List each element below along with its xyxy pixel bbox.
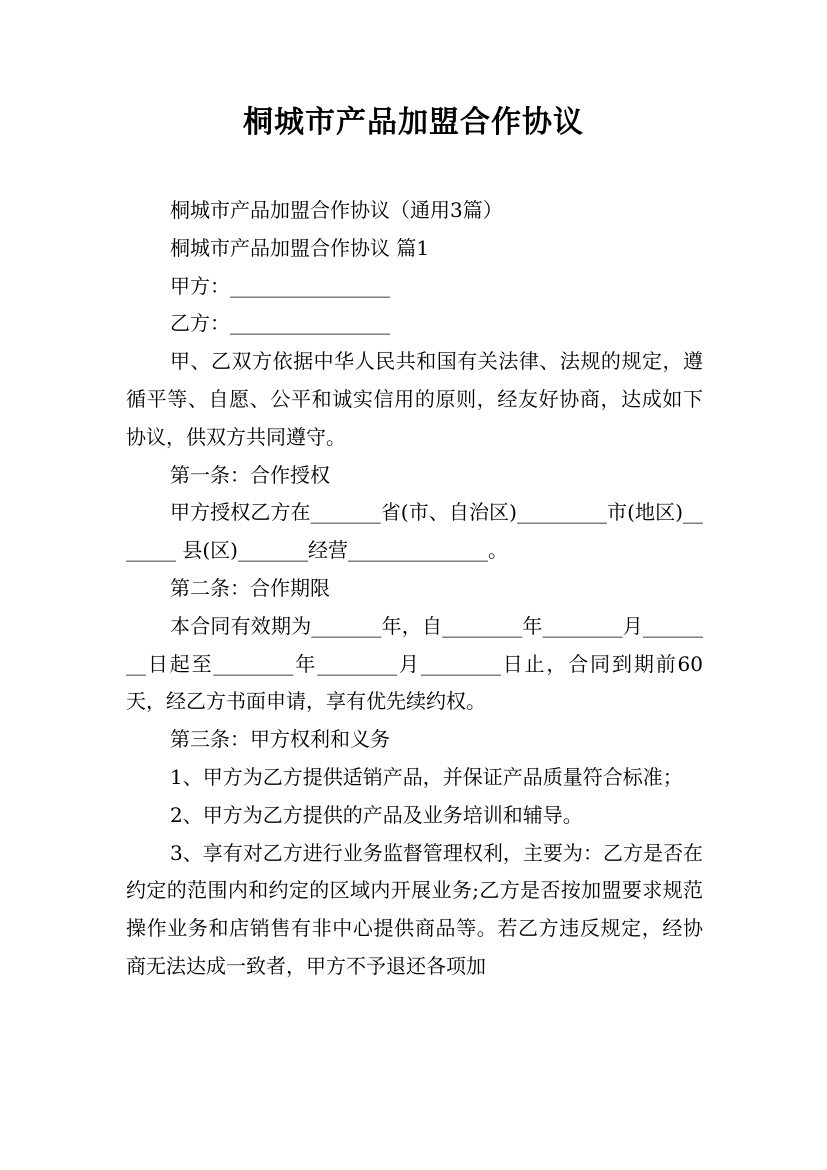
article-1-heading: 第一条：合作授权 xyxy=(170,462,330,487)
paragraph-heading-part-1: 桐城市产品加盟合作协议 篇1 xyxy=(170,235,430,260)
document-body xyxy=(126,192,703,986)
article-3-item-2: 2、甲方为乙方提供的产品及业务培训和辅导。 xyxy=(170,802,583,827)
preamble-paragraph: 甲、乙双方依据中华人民共和国有关法律、法规的规定，遵循平等、自愿、公平和诚实信用的原则，经友好协商，达成如下协议，供双方共同遵守。 xyxy=(126,349,703,449)
party-b-line: 乙方：________________ xyxy=(170,311,390,336)
paragraph-heading-collection: 桐城市产品加盟合作协议（通用3篇） xyxy=(170,198,503,222)
article-3-heading: 第三条：甲方权利和义务 xyxy=(170,727,390,752)
article-2-text: 本合同有效期为_______年，自________年________月________日起至________年________月________日止，合同到期前60天，经乙方书面申请，享有优先续约权。 xyxy=(126,613,703,714)
article-1-text: 甲方授权乙方在_______省(市、自治区)_________市(地区)_______ 县(区)_______经营______________。 xyxy=(126,500,703,563)
article-3-item-1: 1、甲方为乙方提供适销产品，并保证产品质量符合标准； xyxy=(170,764,683,789)
article-2-heading: 第二条：合作期限 xyxy=(170,575,330,600)
document-title: 桐城市产品加盟合作协议 xyxy=(243,105,584,140)
article-3-item-3: 3、享有对乙方进行业务监督管理权利，主要为：乙方是否在约定的范围内和约定的区域内开展业务;乙方是否按加盟要求规范操作业务和店销售有非中心提供商品等。若乙方违反规定，经协商无法达成一致者，甲方不予退还各项加 xyxy=(126,840,703,978)
party-a-line: 甲方：________________ xyxy=(170,273,390,298)
